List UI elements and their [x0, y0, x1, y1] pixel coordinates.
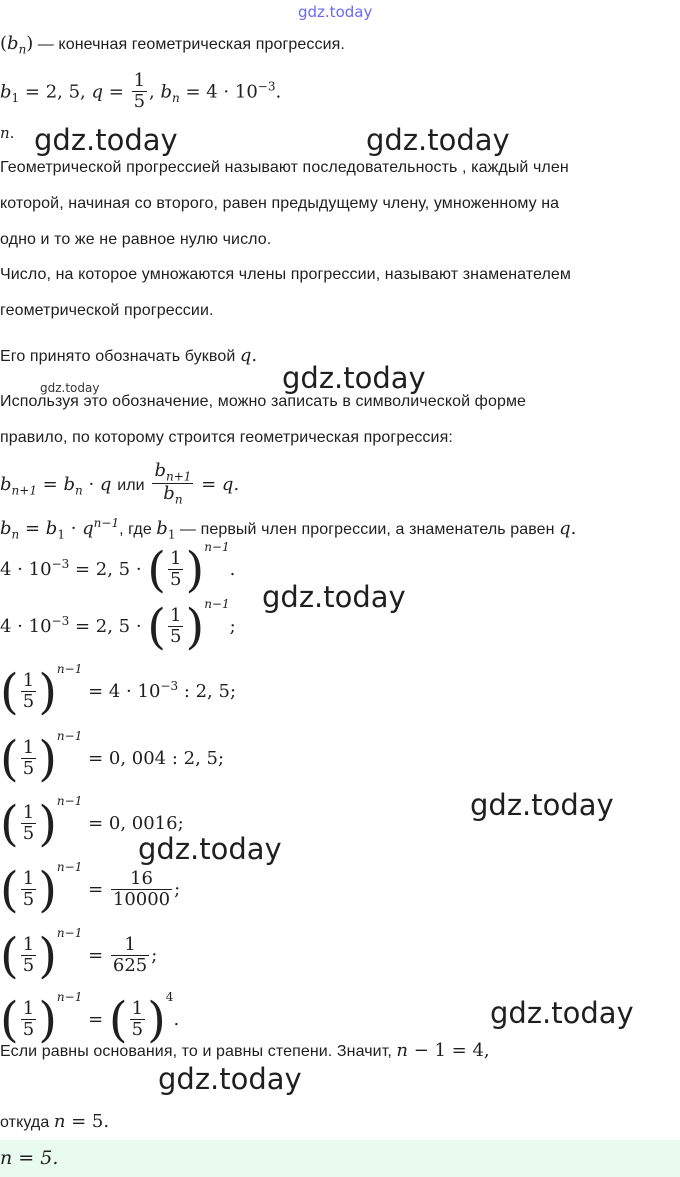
paragraph-line: Используя это обозначение, можно записать в символической форме	[0, 393, 527, 410]
recurrence-formula: $b_{n+1} = b_n \cdot q$ или $\frac{b_{n+1}}{b_n}$ = q.	[0, 460, 240, 507]
watermark: gdz.today	[34, 123, 178, 157]
paragraph-line: правило, по которому строится геометрическая прогрессия:	[0, 429, 453, 446]
watermark-small: gdz.today	[40, 381, 100, 395]
watermark: gdz.today	[158, 1062, 302, 1096]
paragraph-line: одно и то же не равное нулю число.	[0, 231, 272, 248]
watermark: gdz.today	[282, 361, 426, 395]
conclusion-line: откуда n = 5.	[0, 1111, 110, 1132]
watermark-top: gdz.today	[298, 3, 373, 21]
watermark: gdz.today	[490, 996, 634, 1030]
answer-box	[0, 1140, 680, 1177]
watermark: gdz.today	[366, 123, 510, 157]
step-4: ( $\frac{1}{5}$ )$^{n-1}$ = 0, 004 : 2, 5;	[0, 729, 225, 787]
step-6: ( $\frac{1}{5}$ )$^{n-1}$ = $\frac{16}{10000}$ ;	[0, 860, 181, 918]
paragraph-line: геометрической прогрессии.	[0, 302, 214, 319]
paragraph-line: которой, начиная со второго, равен предыдущему члену, умноженному на	[0, 195, 560, 212]
step-5: ( $\frac{1}{5}$ )$^{n-1}$ = 0, 0016;	[0, 794, 184, 852]
watermark: gdz.today	[470, 788, 614, 822]
general-term-formula: $b_n = b_1 \cdot q^{n-1}$, где $b_1$ — первый член прогрессии, а знаменатель равен q.	[0, 516, 577, 542]
given-text: — конечная геометрическая прогрессия.	[37, 36, 345, 53]
step-7: ( $\frac{1}{5}$ )$^{n-1}$ = $\frac{1}{625}$ ;	[0, 926, 158, 984]
paragraph-line: Число, на которое умножаются члены прогрессии, называют знаменателем	[0, 266, 572, 283]
given-values: $b_1 = 2$, 5, q = $\frac{1}{5}$ , $b_n = 4 \cdot 10^{-3}$.	[0, 70, 282, 112]
paragraph-line: Геометрической прогрессией называют последовательность , каждый член	[0, 159, 569, 176]
step-8: ( $\frac{1}{5}$ )$^{n-1}$ = ( $\frac{1}{5}$ )$^4$.	[0, 990, 180, 1048]
watermark: gdz.today	[138, 832, 282, 866]
find-n: n.	[0, 124, 15, 142]
answer-text: n = 5.	[0, 1147, 59, 1169]
step-2: $4 \cdot 10^{-3} = 2$, 5 · ( $\frac{1}{5}$ )$^{n-1}$;	[0, 597, 236, 655]
paragraph-line: Его принято обозначать буквой q.	[0, 345, 258, 366]
conclusion-line: Если равны основания, то и равны степени. Значит, n − 1 = 4,	[0, 1040, 490, 1061]
step-3: ( $\frac{1}{5}$ )$^{n-1} = 4 \cdot 10^{-3}$ : 2, 5;	[0, 662, 237, 720]
step-1: $4 \cdot 10^{-3} = 2$, 5 · ( $\frac{1}{5}$ )$^{n-1}$.	[0, 540, 236, 598]
watermark: gdz.today	[262, 580, 406, 614]
given-line: $(b_n)$ — конечная геометрическая прогрессия.	[0, 33, 345, 57]
